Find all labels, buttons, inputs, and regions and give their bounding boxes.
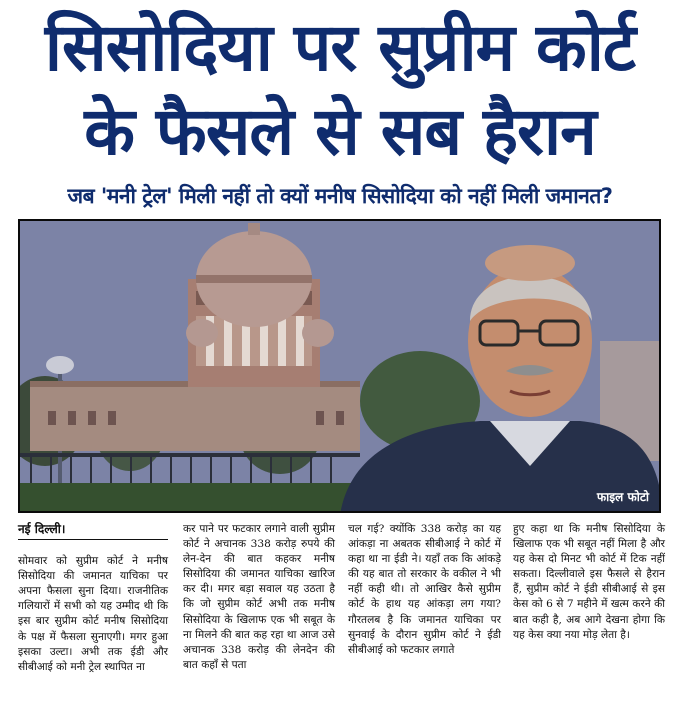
article-column-2	[183, 522, 335, 673]
headline-line-1: सिसोदिया पर सुप्रीम कोर्ट	[44, 9, 636, 86]
subheadline: जब 'मनी ट्रेल' मिली नहीं तो क्यों मनीष सिसोदिया को नहीं मिली जमानत?	[67, 184, 613, 208]
dateline: नई दिल्ली।	[18, 522, 168, 540]
article-column-1	[18, 522, 168, 675]
column-4-text: हुए कहा था कि मनीष सिसोदिया के खिलाफ एक भी सबूत नहीं मिला है और यह केस दो मिनट भी कोर्ट में टिक नहीं सकता। दिल्लीवाले इस फैसले से हैरान हैं, सुप्रीम कोर्ट ने ईडी सीबीआई से इस केस को 6 से 7 महीने में खत्म करने की बात कही है, अब आगे देखना होगा कि यह केस क्या नया मोड़ लेता है।	[513, 523, 665, 641]
headline-line-2: के फैसले से सब हैरान	[84, 93, 596, 170]
column-3-text: चल गई? क्योंकि 338 करोड़ का यह आंकड़ा ना अबतक सीबीआई ने कोर्ट में कहा था ना ईडी ने। यहाँ तक कि आंकड़े की यह बात तो सरकार के वकील ने भी नहीं कही थी। तो आखिर कैसे सुप्रीम कोर्ट के हाथ यह आंकड़ा लग गया? गौरतलब है कि जमानत याचिका पर सुनवाई के दौरान सुप्रीम कोर्ट ने ईडी सीबीआई को फटकार लगाते	[348, 523, 501, 656]
column-2-text: कर पाने पर फटकार लगाने वाली सुप्रीम कोर्ट ने अचानक 338 करोड़ रुपये की लेन-देन की बात कहकर मनीष सिसोदिया की जमानत याचिका खारिज कर दी। मगर बड़ा सवाल यह उठता है कि जो सुप्रीम कोर्ट अभी तक मनीष सिसोदिया के खिलाफ एक भी सबूत के ना मिलने की बात कह रहा था आज उसे अचानक 338 करोड़ की लेनदेन की बात कहाँ से पता	[183, 523, 335, 671]
photo-credit: फाइल फोटो	[596, 490, 649, 504]
column-1-text: सोमवार को सुप्रीम कोर्ट ने मनीष सिसोदिया की जमानत याचिका पर अपना फैसला सुना दिया। राजनीतिक गलियारों में सभी को यह उम्मीद थी कि इस बार सुप्रीम कोर्ट मनीष सिसोदिया के पक्ष में फैसला सुनाएगी। मगर हुआ इसका उल्टा। अभी तक ईडी और सीबीआई को मनी ट्रेल स्थापित ना	[18, 555, 168, 673]
article-column-4	[513, 522, 665, 643]
news-photo	[18, 219, 661, 513]
photo-illustration	[20, 221, 661, 513]
article-column-3	[348, 522, 501, 658]
